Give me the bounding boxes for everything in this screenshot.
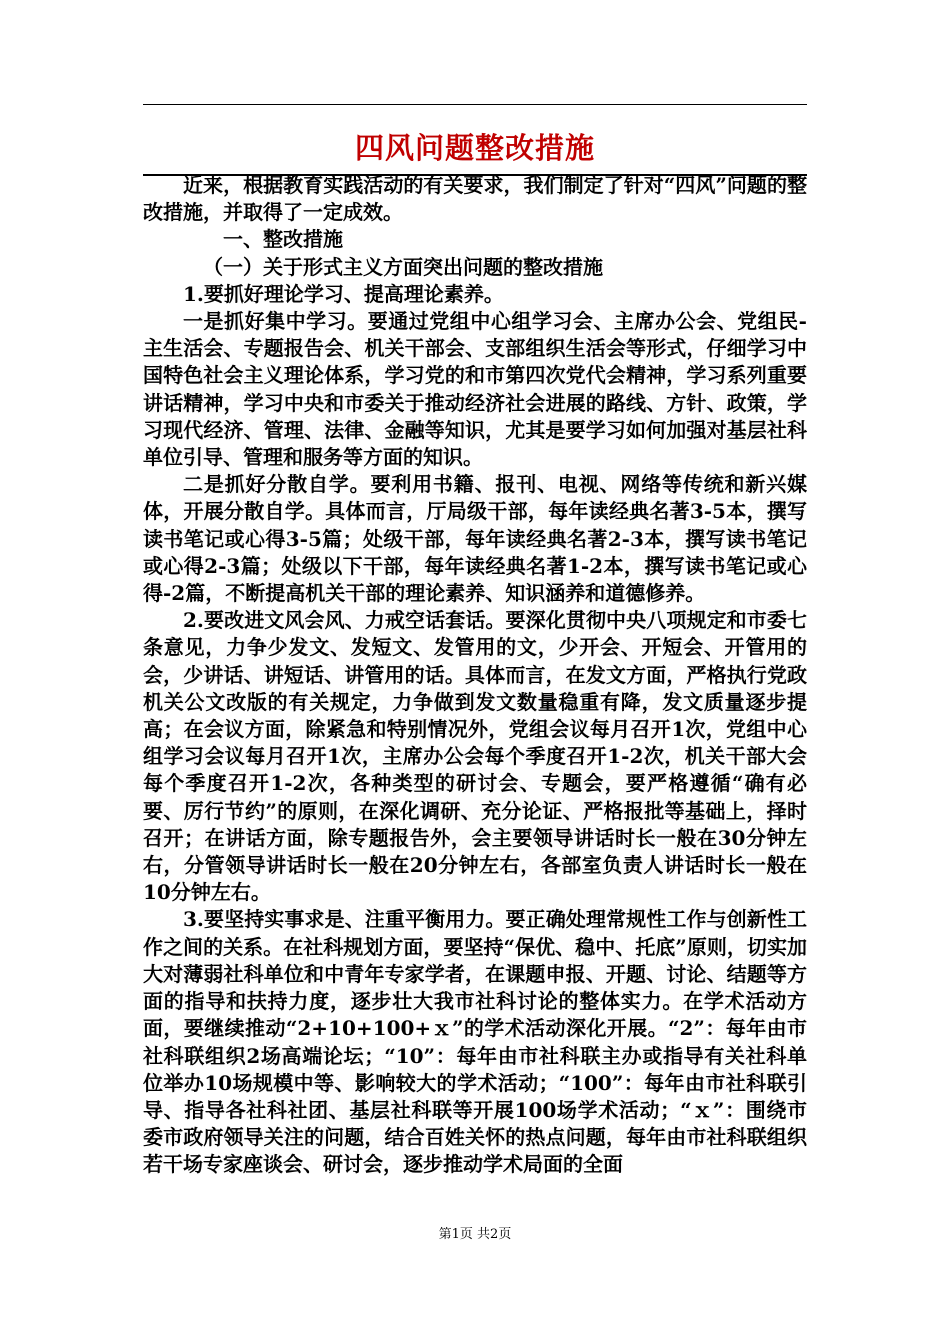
paragraph-intro: 近来，根据教育实践活动的有关要求，我们制定了针对“四风”问题的整改措施，并取得了一定成效。 [143, 173, 807, 225]
document-title: 四风问题整改措施 [354, 131, 595, 165]
paragraph-self-study: 二是抓好分散自学。要利用书籍、报刊、电视、网络等传统和新兴媒体，开展分散自学。具体而言，厅局级干部，每年读经典名著3-5本，撰写读书笔记或心得3-5篇；处级干部，每年读经典名著2-3本，撰写读书笔记或心得2-3篇；处级以下干部，每年读经典名著1-2本，撰写读书笔记或心得-2篇，不断提高机关干部的理论素养、知识涵养和道德修养。 [143, 472, 807, 606]
subsection-heading: （一）关于形式主义方面突出问题的整改措施 [203, 254, 603, 279]
header-rule [143, 104, 807, 105]
document-body [143, 172, 807, 1179]
paragraph-balanced-effort: 3.要坚持实事求是、注重平衡用力。要正确处理常规性工作与创新性工作之间的关系。在社科规划方面，要坚持“保优、稳中、托底”原则，切实加大对薄弱社科单位和中青年专家学者，在课题申报、开题、讨论、结题等方面的指导和扶持力度，逐步壮大我市社科讨论的整体实力。在学术活动方面，要继续推动“2+10+100+ｘ”的学术活动深化开展。“2”：每年由市社科联组织2场高端论坛；“10”：每年由市社科联主办或指导有关社科单位举办10场规模中等、影响较大的学术活动；“100”：每年由市社科联引导、指导各社科社团、基层社科联等开展100场学术活动；“ｘ”：围绕市委市政府领导关注的问题，结合百姓关怀的热点问题，每年由市社科联组织若干场专家座谈会、研讨会，逐步推动学术局面的全面 [143, 907, 807, 1177]
paragraph-style-improvement: 2.要改进文风会风、力戒空话套话。要深化贯彻中央八项规定和市委七条意见，力争少发文、发短文、发管用的文，少开会、开短会、开管用的会，少讲话、讲短话、讲管用的话。具体而言，在发文方面，严格执行党政机关公文改版的有关规定，力争做到发文数量稳重有降，发文质量逐步提高；在会议方面，除紧急和特别情况外，党组会议每月召开1次，党组中心组学习会议每月召开1次，主席办公会每个季度召开1-2次，机关干部大会每个季度召开1-2次，各种类型的研讨会、专题会，要严格遵循“确有必要、厉行节约”的原则，在深化调研、充分论证、严格报批等基础上，择时召开；在讲话方面，除专题报告外，会主要领导讲话时长一般在30分钟左右，分管领导讲话时长一般在20分钟左右，各部室负责人讲话时长一般在10分钟左右。 [143, 608, 807, 905]
page-number: 第1页 共2页 [438, 1227, 512, 1242]
paragraph-centralized-study: 一是抓好集中学习。要通过党组中心组学习会、主席办公会、党组民-主生活会、专题报告会、机关干部会、支部组织生活会等形式，仔细学习中国特色社会主义理论体系，学习党的和市第四次党代会精神，学习系列重要讲话精神，学习中央和市委关于推动经济社会进展的路线、方针、政策，学习现代经济、管理、法律、金融等知识，尤其是要学习如何加强对基层社科单位引导、管理和服务等方面的知识。 [143, 309, 807, 470]
section-heading: 一、整改措施 [223, 227, 343, 252]
item-heading: 1.要抓好理论学习、提高理论素养。 [183, 281, 504, 306]
